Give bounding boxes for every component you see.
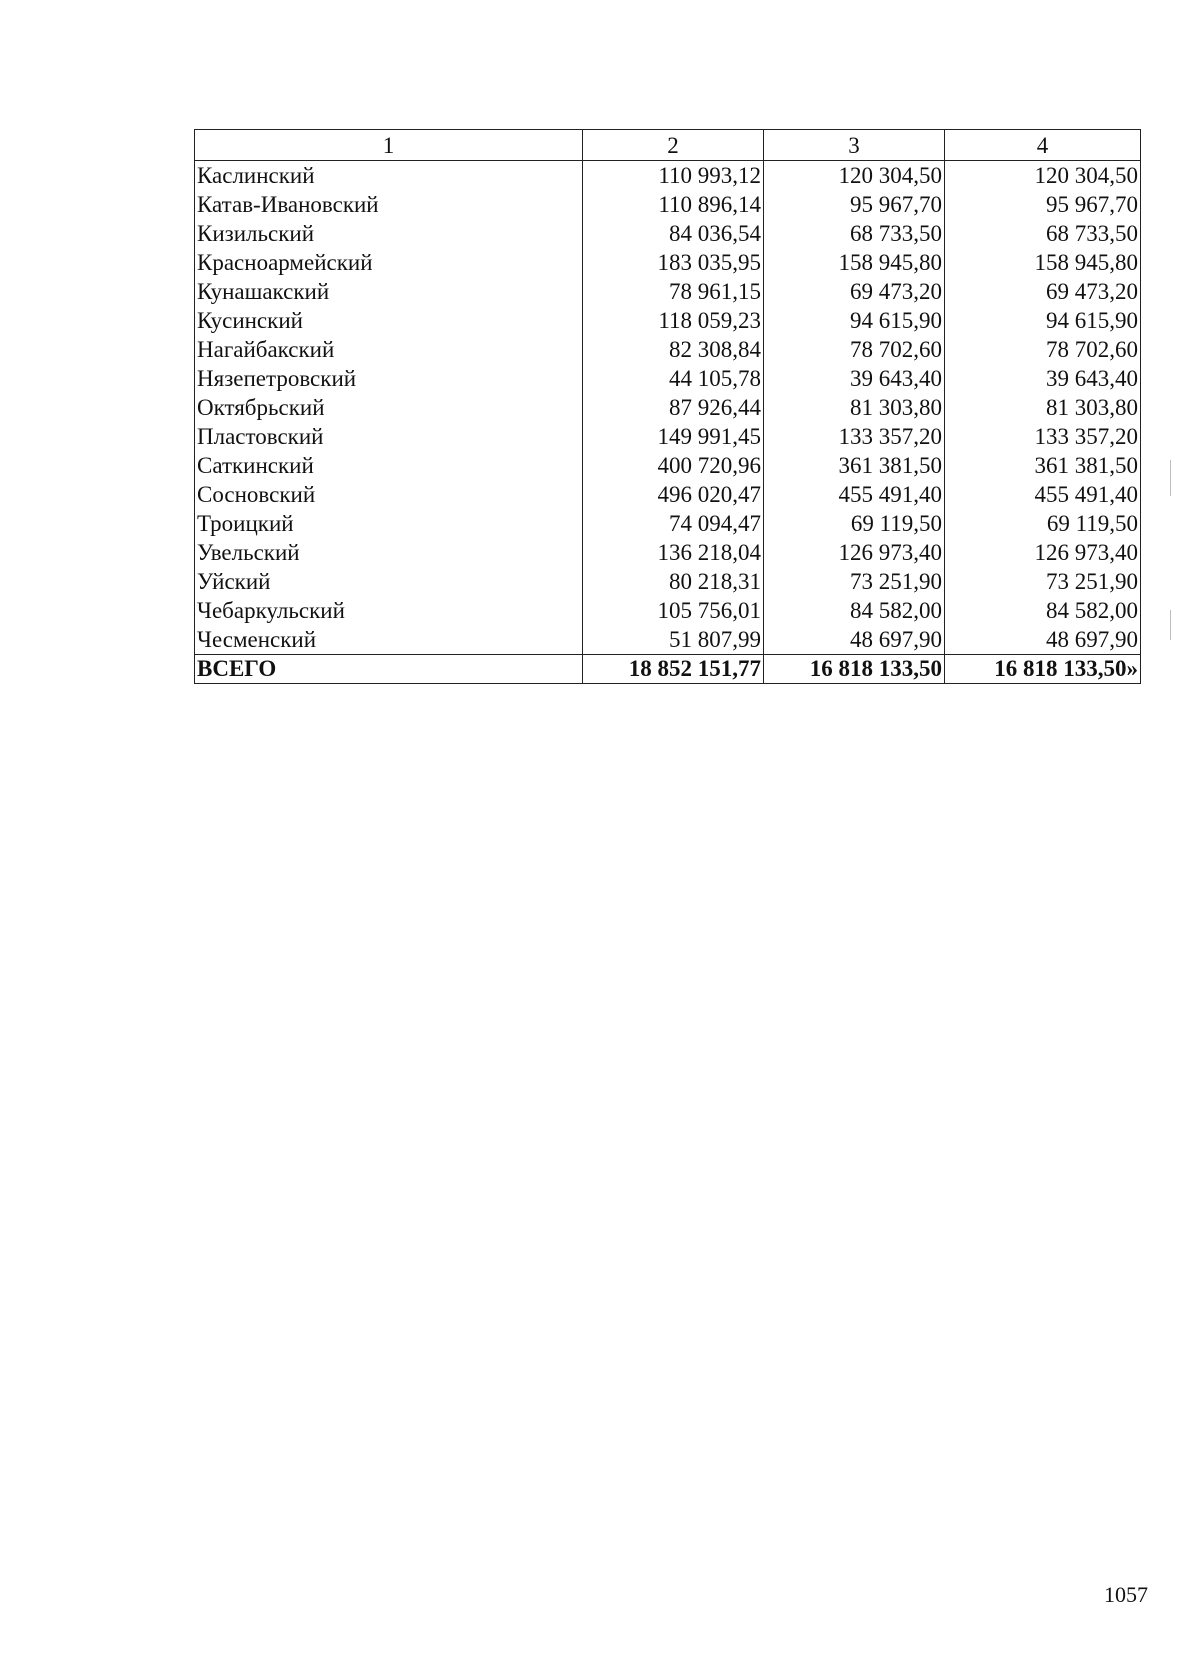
total-col-4: 16 818 133,50» bbox=[945, 655, 1141, 684]
value-col-2: 110 896,14 bbox=[583, 190, 764, 219]
value-col-2: 496 020,47 bbox=[583, 480, 764, 509]
district-name: Красноармейский bbox=[195, 248, 583, 277]
column-header-3: 3 bbox=[764, 130, 945, 161]
value-col-4: 95 967,70 bbox=[945, 190, 1141, 219]
value-col-2: 51 807,99 bbox=[583, 625, 764, 655]
district-name: Чебаркульский bbox=[195, 596, 583, 625]
value-col-3: 455 491,40 bbox=[764, 480, 945, 509]
value-col-2: 110 993,12 bbox=[583, 161, 764, 191]
column-header-4: 4 bbox=[945, 130, 1141, 161]
total-col-2: 18 852 151,77 bbox=[583, 655, 764, 684]
value-col-2: 82 308,84 bbox=[583, 335, 764, 364]
district-name: Каслинский bbox=[195, 161, 583, 191]
table-row bbox=[195, 509, 1141, 538]
table-row bbox=[195, 480, 1141, 509]
table-row bbox=[195, 190, 1141, 219]
value-col-2: 78 961,15 bbox=[583, 277, 764, 306]
table-row bbox=[195, 219, 1141, 248]
value-col-3: 158 945,80 bbox=[764, 248, 945, 277]
table-row bbox=[195, 538, 1141, 567]
value-col-4: 120 304,50 bbox=[945, 161, 1141, 191]
value-col-3: 69 119,50 bbox=[764, 509, 945, 538]
value-col-4: 39 643,40 bbox=[945, 364, 1141, 393]
table-row bbox=[195, 306, 1141, 335]
value-col-2: 149 991,45 bbox=[583, 422, 764, 451]
value-col-3: 126 973,40 bbox=[764, 538, 945, 567]
value-col-4: 68 733,50 bbox=[945, 219, 1141, 248]
district-name: Кунашакский bbox=[195, 277, 583, 306]
value-col-4: 81 303,80 bbox=[945, 393, 1141, 422]
value-col-4: 48 697,90 bbox=[945, 625, 1141, 655]
value-col-2: 44 105,78 bbox=[583, 364, 764, 393]
table-row bbox=[195, 596, 1141, 625]
scan-artifact bbox=[1170, 460, 1171, 496]
table-row bbox=[195, 277, 1141, 306]
value-col-4: 69 473,20 bbox=[945, 277, 1141, 306]
value-col-2: 136 218,04 bbox=[583, 538, 764, 567]
value-col-3: 68 733,50 bbox=[764, 219, 945, 248]
total-row bbox=[195, 655, 1141, 684]
table-row bbox=[195, 161, 1141, 191]
district-name: Пластовский bbox=[195, 422, 583, 451]
value-col-3: 361 381,50 bbox=[764, 451, 945, 480]
table-row bbox=[195, 393, 1141, 422]
value-col-2: 87 926,44 bbox=[583, 393, 764, 422]
value-col-2: 84 036,54 bbox=[583, 219, 764, 248]
value-col-3: 94 615,90 bbox=[764, 306, 945, 335]
value-col-3: 73 251,90 bbox=[764, 567, 945, 596]
district-name: Нязепетровский bbox=[195, 364, 583, 393]
table-row bbox=[195, 248, 1141, 277]
value-col-3: 81 303,80 bbox=[764, 393, 945, 422]
district-name: Троицкий bbox=[195, 509, 583, 538]
district-name: Сосновский bbox=[195, 480, 583, 509]
value-col-4: 84 582,00 bbox=[945, 596, 1141, 625]
value-col-4: 69 119,50 bbox=[945, 509, 1141, 538]
value-col-4: 94 615,90 bbox=[945, 306, 1141, 335]
value-col-4: 126 973,40 bbox=[945, 538, 1141, 567]
district-name: Уйский bbox=[195, 567, 583, 596]
value-col-3: 78 702,60 bbox=[764, 335, 945, 364]
value-col-2: 80 218,31 bbox=[583, 567, 764, 596]
value-col-4: 73 251,90 bbox=[945, 567, 1141, 596]
budget-table bbox=[194, 129, 1141, 684]
district-name: Катав-Ивановский bbox=[195, 190, 583, 219]
column-header-2: 2 bbox=[583, 130, 764, 161]
value-col-3: 84 582,00 bbox=[764, 596, 945, 625]
value-col-4: 158 945,80 bbox=[945, 248, 1141, 277]
page-number: 1057 bbox=[1104, 1582, 1148, 1607]
value-col-2: 118 059,23 bbox=[583, 306, 764, 335]
district-name: Увельский bbox=[195, 538, 583, 567]
value-col-4: 78 702,60 bbox=[945, 335, 1141, 364]
table-row bbox=[195, 335, 1141, 364]
value-col-4: 361 381,50 bbox=[945, 451, 1141, 480]
value-col-2: 105 756,01 bbox=[583, 596, 764, 625]
district-name: Чесменский bbox=[195, 625, 583, 655]
value-col-3: 39 643,40 bbox=[764, 364, 945, 393]
table-row bbox=[195, 364, 1141, 393]
value-col-3: 69 473,20 bbox=[764, 277, 945, 306]
value-col-2: 400 720,96 bbox=[583, 451, 764, 480]
header-row bbox=[195, 130, 1141, 161]
value-col-2: 183 035,95 bbox=[583, 248, 764, 277]
table-body bbox=[195, 161, 1141, 684]
district-name: Октябрьский bbox=[195, 393, 583, 422]
value-col-3: 133 357,20 bbox=[764, 422, 945, 451]
total-label: ВСЕГО bbox=[195, 655, 583, 684]
value-col-3: 95 967,70 bbox=[764, 190, 945, 219]
district-name: Кусинский bbox=[195, 306, 583, 335]
total-col-3: 16 818 133,50 bbox=[764, 655, 945, 684]
value-col-4: 133 357,20 bbox=[945, 422, 1141, 451]
table-header bbox=[195, 130, 1141, 161]
district-name: Саткинский bbox=[195, 451, 583, 480]
value-col-2: 74 094,47 bbox=[583, 509, 764, 538]
table-row bbox=[195, 422, 1141, 451]
table-row bbox=[195, 451, 1141, 480]
table-row bbox=[195, 567, 1141, 596]
value-col-3: 120 304,50 bbox=[764, 161, 945, 191]
district-name: Кизильский bbox=[195, 219, 583, 248]
district-name: Нагайбакский bbox=[195, 335, 583, 364]
column-header-1: 1 bbox=[195, 130, 583, 161]
value-col-3: 48 697,90 bbox=[764, 625, 945, 655]
value-col-4: 455 491,40 bbox=[945, 480, 1141, 509]
table-row bbox=[195, 625, 1141, 655]
scan-artifact bbox=[1170, 610, 1171, 640]
